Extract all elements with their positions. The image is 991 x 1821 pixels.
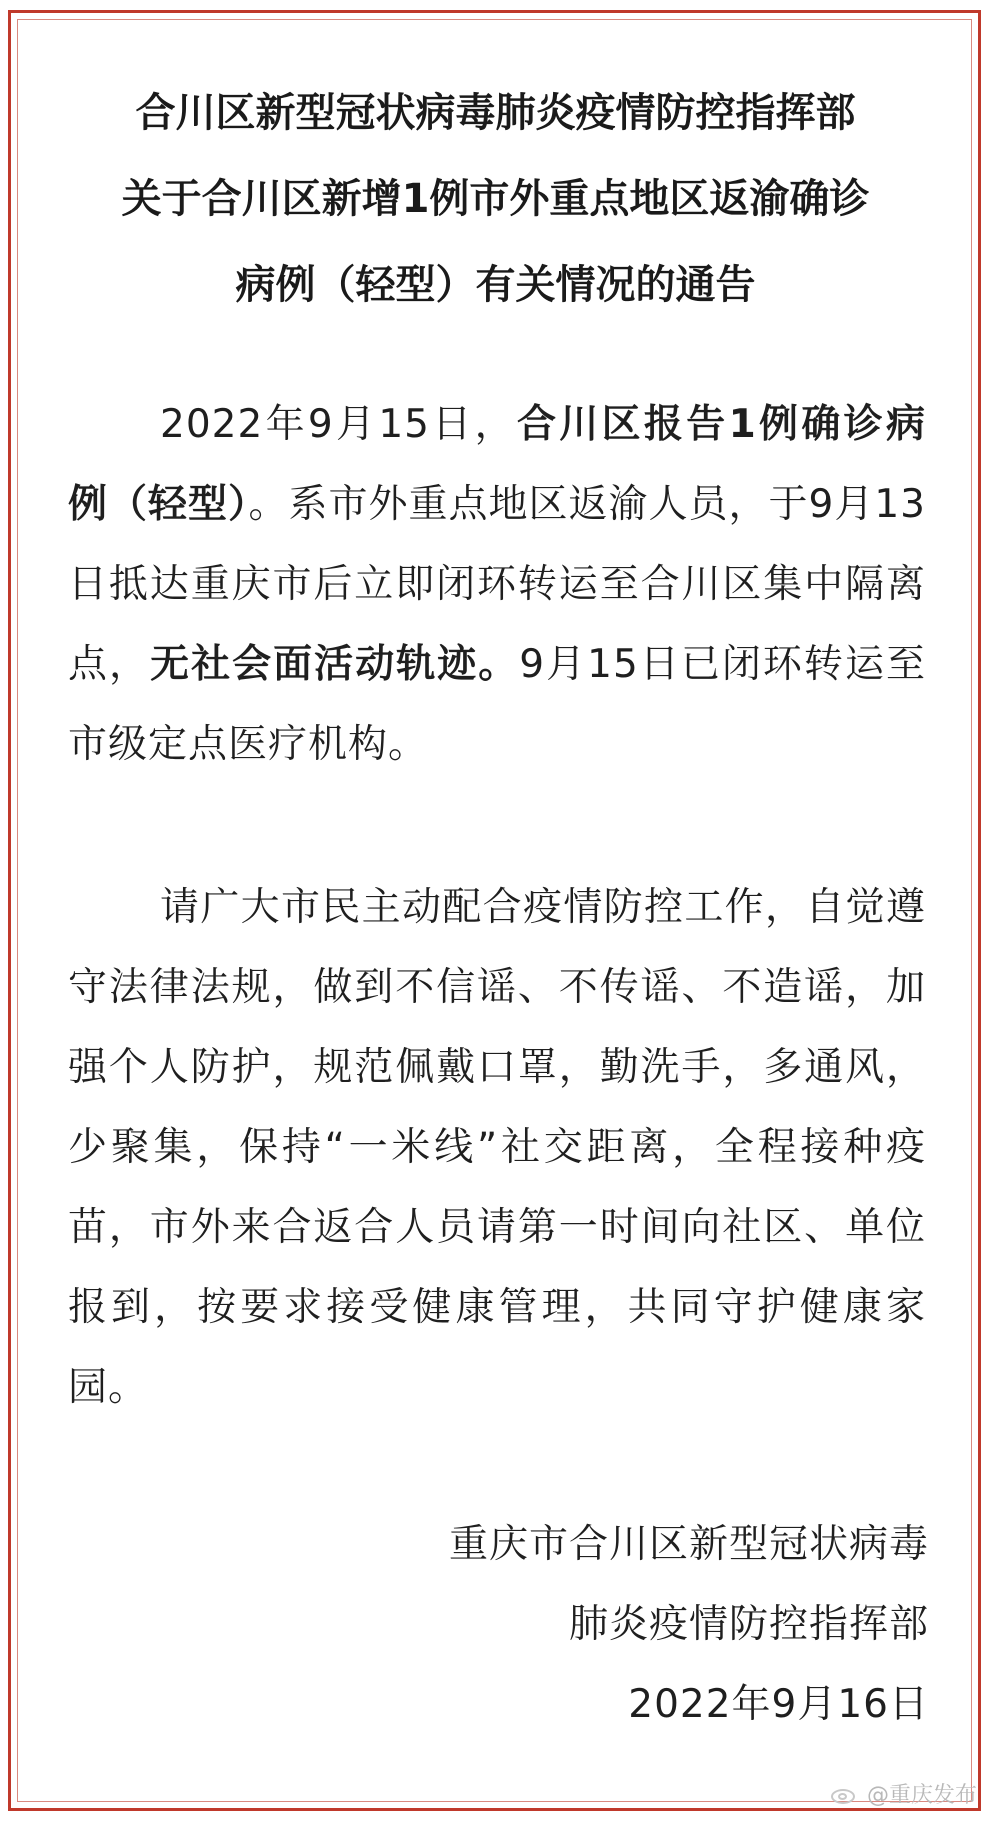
source-watermark [831,1778,977,1809]
paragraph-public-advice: 请广大市民主动配合疫情防控工作，自觉遵守法律法规，做到不信谣、不传谣、不造谣，加强个人防护，规范佩戴口罩，勤洗手，多通风，少聚集，保持“一米线”社交距离，全程接种疫苗，市外来合返合人员请第一时间向社区、单位报到，按要求接受健康管理，共同守护健康家园。 [68,885,926,1410]
title-line-1: 合川区新型冠状病毒肺炎疫情防控指挥部 [135,90,856,136]
transfer-text: 9月15日已闭环转运至市级定点医疗机构。 [68,642,926,767]
notice-title [40,70,951,328]
signature-line-2: 肺炎疫情防控指挥部 [568,1602,929,1647]
title-line-2: 关于合川区新增1例市外重点地区返渝确诊 [121,176,870,222]
case-report-bold: 合川区报告1例确诊病例（轻型） [68,402,926,527]
weibo-icon [831,1783,861,1805]
report-date-text: 2022年9月15日， [160,402,517,447]
paragraph-case-report [68,385,926,785]
signature-line-1: 重庆市合川区新型冠状病毒 [448,1522,929,1567]
case-detail-text: 。系市外重点地区返渝人员，于9月13日抵达重庆市后立即闭环转运至合川区集中隔离点， [68,482,926,687]
no-activity-bold: 无社会面活动轨迹。 [150,642,520,687]
signature-date: 2022年9月16日 [628,1682,929,1727]
watermark-text: @重庆发布 [866,1783,977,1808]
title-line-3: 病例（轻型）有关情况的通告 [235,262,756,308]
signature-block [449,1505,929,1745]
